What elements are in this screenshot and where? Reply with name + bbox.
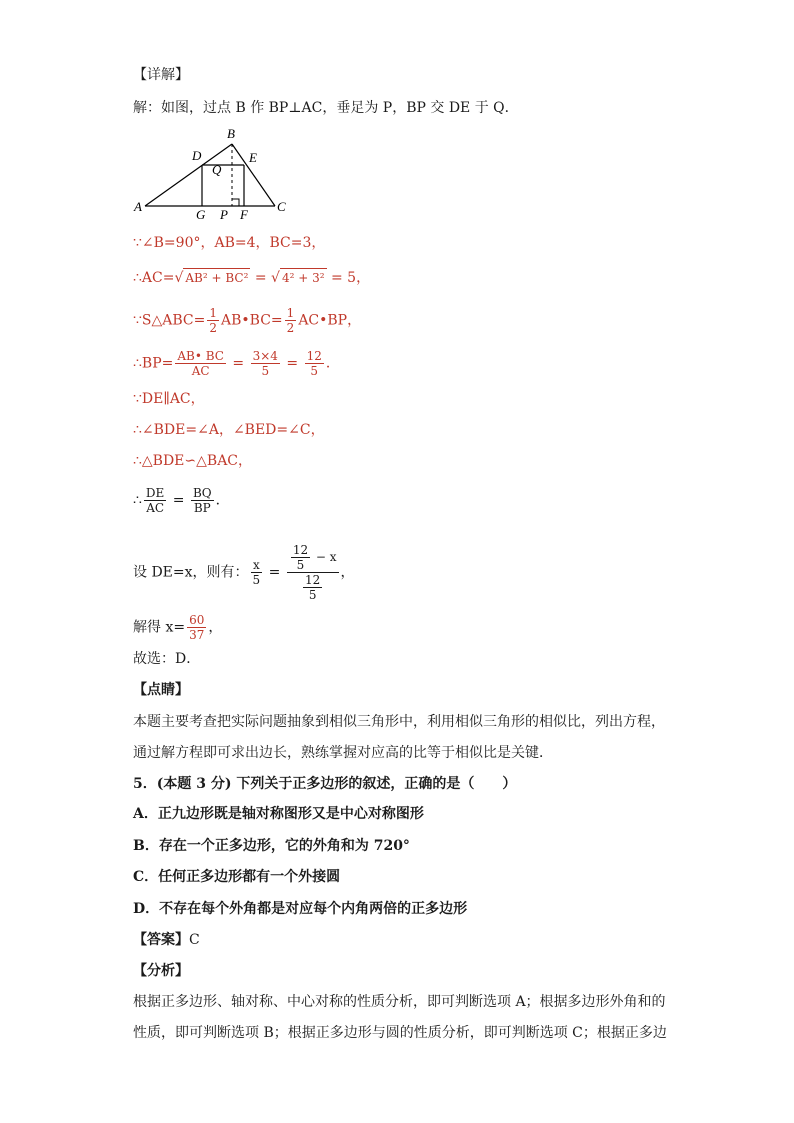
label-c: C [277,199,286,214]
triangle-figure [128,122,298,220]
label-f: F [240,207,248,220]
option-b: B．存在一个正多边形，它的外角和为 720° [133,838,410,854]
label-g: G [196,207,206,220]
step-ac: ∴AC=√ AB² + BC² = √ 4² + 3² = 5， [133,270,371,286]
label-p: P [220,207,228,220]
step-given: ∵∠B=90°，AB=4，BC=3， [133,235,326,251]
step-angles: ∴∠BDE=∠A，∠BED=∠C， [133,422,325,438]
option-d: D．不存在每个外角都是对应每个内角两倍的正多边形 [133,901,468,917]
label-d: D [192,148,202,163]
answer-line: 【答案】C [133,932,200,948]
step-equation: 设 DE=x，则有： $\frac{x}{5}$ = $\frac{12}{5}$ − x $\frac{12}{5}$ ， [133,543,355,602]
analysis-heading: 【分析】 [133,963,189,979]
analysis-text: 根据正多边形、轴对称、中心对称的性质分析，即可判断选项 A；根据多边形外角和的 性质，即可判断选项 B；根据正多边形与圆的性质分析，即可判断选项 C；根据正多边 [133,994,667,1041]
label-a: A [134,199,142,214]
option-c: C．任何正多边形都有一个外接圆 [133,869,341,885]
step-parallel: ∵DE∥AC， [133,391,205,407]
question-5-title: 5．(本题 3 分) 下列关于正多边形的叙述，正确的是（ ） [133,776,517,792]
step-ratio: ∴ $\frac{DE}{AC}$ = $\frac{BQ}{BP}$ ． [133,486,230,515]
step-similar: ∴△BDE∽△BAC， [133,453,253,469]
final-choice: 故选：D． [133,651,201,667]
solution-intro: 解：如图，过点 B 作 BP⊥AC，垂足为 P，BP 交 DE 于 Q． [133,100,519,116]
option-a: A．正九边形既是轴对称图形又是中心对称图形 [133,806,424,822]
step-solution: 解得 x= $\frac{60}{37}$ ， [133,613,223,642]
label-b: B [227,126,235,141]
comment-text: 本题主要考查把实际问题抽象到相似三角形中，利用相似三角形的相似比，列出方程， 通过解方程即可求出边长，熟练掌握对应高的比等于相似比是关键． [133,714,665,761]
label-q: Q [212,162,222,177]
step-bp: ∴BP= $\frac{AB• BC}{AC}$ = $\frac{3\times 4}{5}$ = $\frac{12}{5}$ ． [133,349,340,378]
step-area: ∵S△ABC= $\frac{1}{2}$ AB•BC= $\frac{1}{2}$ AC•BP， [133,306,362,335]
detail-heading: 【详解】 [133,67,189,83]
label-e: E [249,150,257,165]
comment-heading: 【点睛】 [133,682,189,698]
